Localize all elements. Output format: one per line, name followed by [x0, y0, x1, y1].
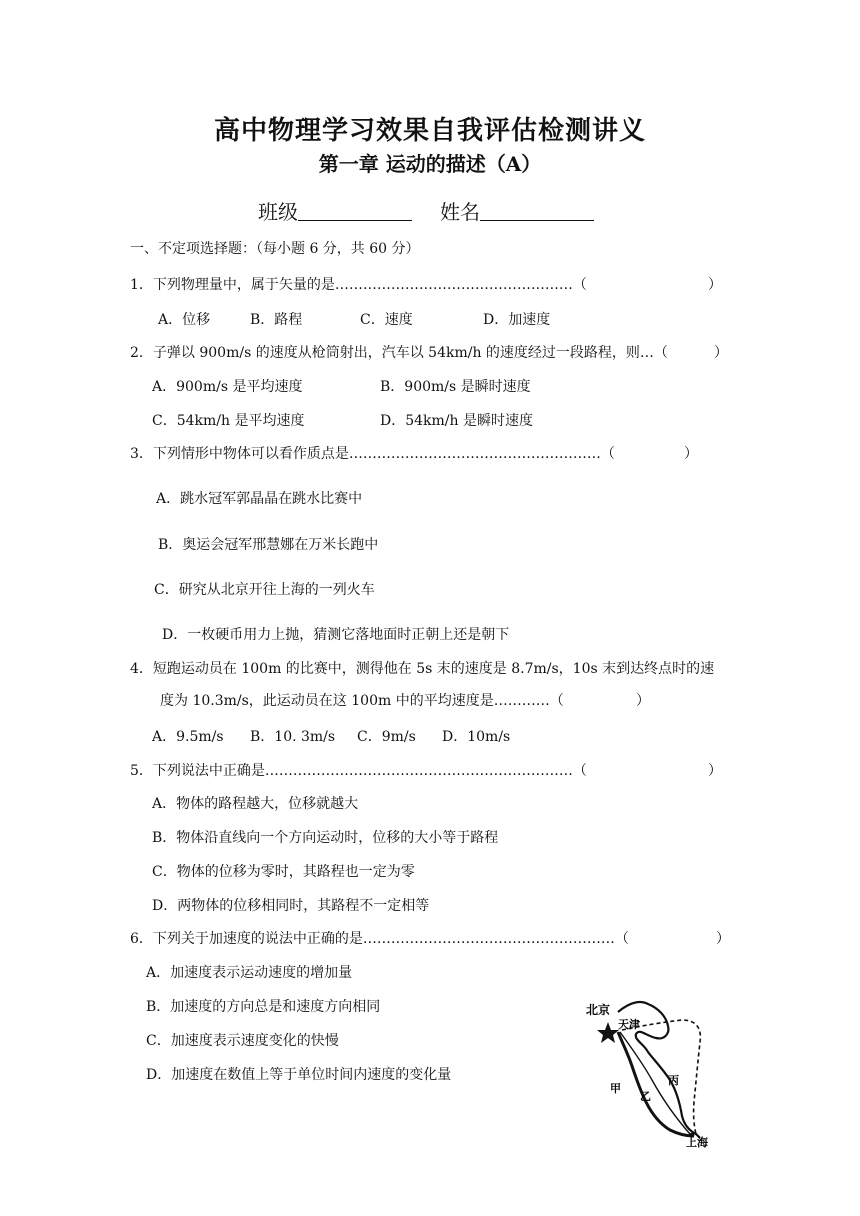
- question-2-stem: 2．子弹以 900m/s 的速度从枪筒射出，汽车以 54km/h 的速度经过一段路程，则…（: [130, 345, 668, 361]
- question-4-close: ）: [636, 693, 650, 709]
- map-label-route-yi: 乙: [640, 1090, 651, 1103]
- question-2-option-b: B．900m/s 是瞬时速度: [380, 379, 531, 395]
- section-heading: 一、不定项选择题：（每小题 6 分，共 60 分）: [130, 241, 420, 257]
- question-1-option-c: C．速度: [360, 312, 413, 328]
- question-1-option-d: D．加速度: [483, 312, 551, 328]
- question-4-stem: 4．短跑运动员在 100m 的比赛中，测得他在 5s 末的速度是 8.7m/s，10s 末到达终点时的速: [130, 661, 715, 677]
- class-blank[interactable]: [298, 200, 412, 221]
- question-5-option-c: C．物体的位移为零时，其路程也一定为零: [152, 864, 415, 880]
- name-row: [258, 196, 594, 225]
- question-3-option-c: C．研究从北京开往上海的一列火车: [154, 582, 375, 598]
- question-4-option-d: D．10m/s: [442, 729, 511, 745]
- question-5-option-b: B．物体沿直线向一个方向运动时，位移的大小等于路程: [152, 830, 499, 846]
- map-label-beijing: 北京: [586, 1003, 611, 1017]
- name-blank[interactable]: [480, 200, 594, 221]
- question-5-close: ）: [708, 763, 722, 779]
- question-3-option-a: A．跳水冠军郭晶晶在跳水比赛中: [156, 491, 363, 507]
- question-2-close: ）: [714, 345, 728, 361]
- question-6-option-a: A．加速度表示运动速度的增加量: [146, 965, 353, 981]
- question-stem-text: 1．下列物理量中，属于矢量的是……………………………………………（: [130, 277, 587, 293]
- map-label-shanghai: 上海: [686, 1136, 708, 1148]
- question-4-stem-cont: 度为 10.3m/s，此运动员在这 100m 中的平均速度是…………（: [160, 693, 564, 709]
- question-1-option-b: B．路程: [250, 312, 303, 328]
- map-label-route-jia: 甲: [610, 1082, 621, 1095]
- name-label: 姓名: [440, 200, 480, 224]
- question-4-option-a: A．9.5m/s: [152, 729, 224, 745]
- question-4-option-b: B．10. 3m/s: [250, 729, 336, 745]
- question-6-option-b: B．加速度的方向总是和速度方向相同: [146, 999, 381, 1015]
- map-label-route-bing: 丙: [668, 1074, 679, 1087]
- question-1-close: ）: [708, 277, 722, 293]
- question-2-option-a: A．900m/s 是平均速度: [152, 379, 303, 395]
- question-6-option-d: D．加速度在数值上等于单位时间内速度的变化量: [146, 1067, 452, 1083]
- page-title: 高中物理学习效果自我评估检测讲义: [213, 116, 646, 146]
- question-1-option-a: A．位移: [158, 312, 211, 328]
- question-3-close: ）: [684, 446, 698, 462]
- question-5-option-a: A．物体的路程越大，位移就越大: [152, 796, 359, 812]
- route-bing-line: [622, 1020, 700, 1134]
- class-label: 班级: [258, 200, 298, 224]
- question-6-stem: 6．下列关于加速度的说法中正确的是………………………………………………（: [130, 931, 629, 947]
- question-4-option-c: C．9m/s: [357, 729, 416, 745]
- question-6-close: ）: [716, 931, 730, 947]
- question-1-stem: [130, 276, 587, 294]
- question-2-option-d: D．54km/h 是瞬时速度: [380, 413, 533, 429]
- route-map-figure: [578, 998, 728, 1148]
- map-label-tianjin: 天津: [618, 1018, 640, 1031]
- question-3-option-d: D．一枚硬币用力上抛，猜测它落地面时正朝上还是朝下: [162, 627, 510, 643]
- question-5-stem: 5．下列说法中正确是…………………………………………………………（: [130, 763, 587, 779]
- question-5-option-d: D．两物体的位移相同时，其路程不一定相等: [152, 898, 430, 914]
- beijing-star-icon: [597, 1022, 619, 1043]
- chapter-subtitle: 第一章 运动的描述（A）: [318, 152, 542, 176]
- question-3-stem: 3．下列情形中物体可以看作质点是………………………………………………（: [130, 446, 615, 462]
- question-6-option-c: C．加速度表示速度变化的快慢: [146, 1033, 339, 1049]
- question-2-option-c: C．54km/h 是平均速度: [152, 413, 305, 429]
- question-3-option-b: B．奥运会冠军邢慧娜在万米长跑中: [158, 537, 379, 553]
